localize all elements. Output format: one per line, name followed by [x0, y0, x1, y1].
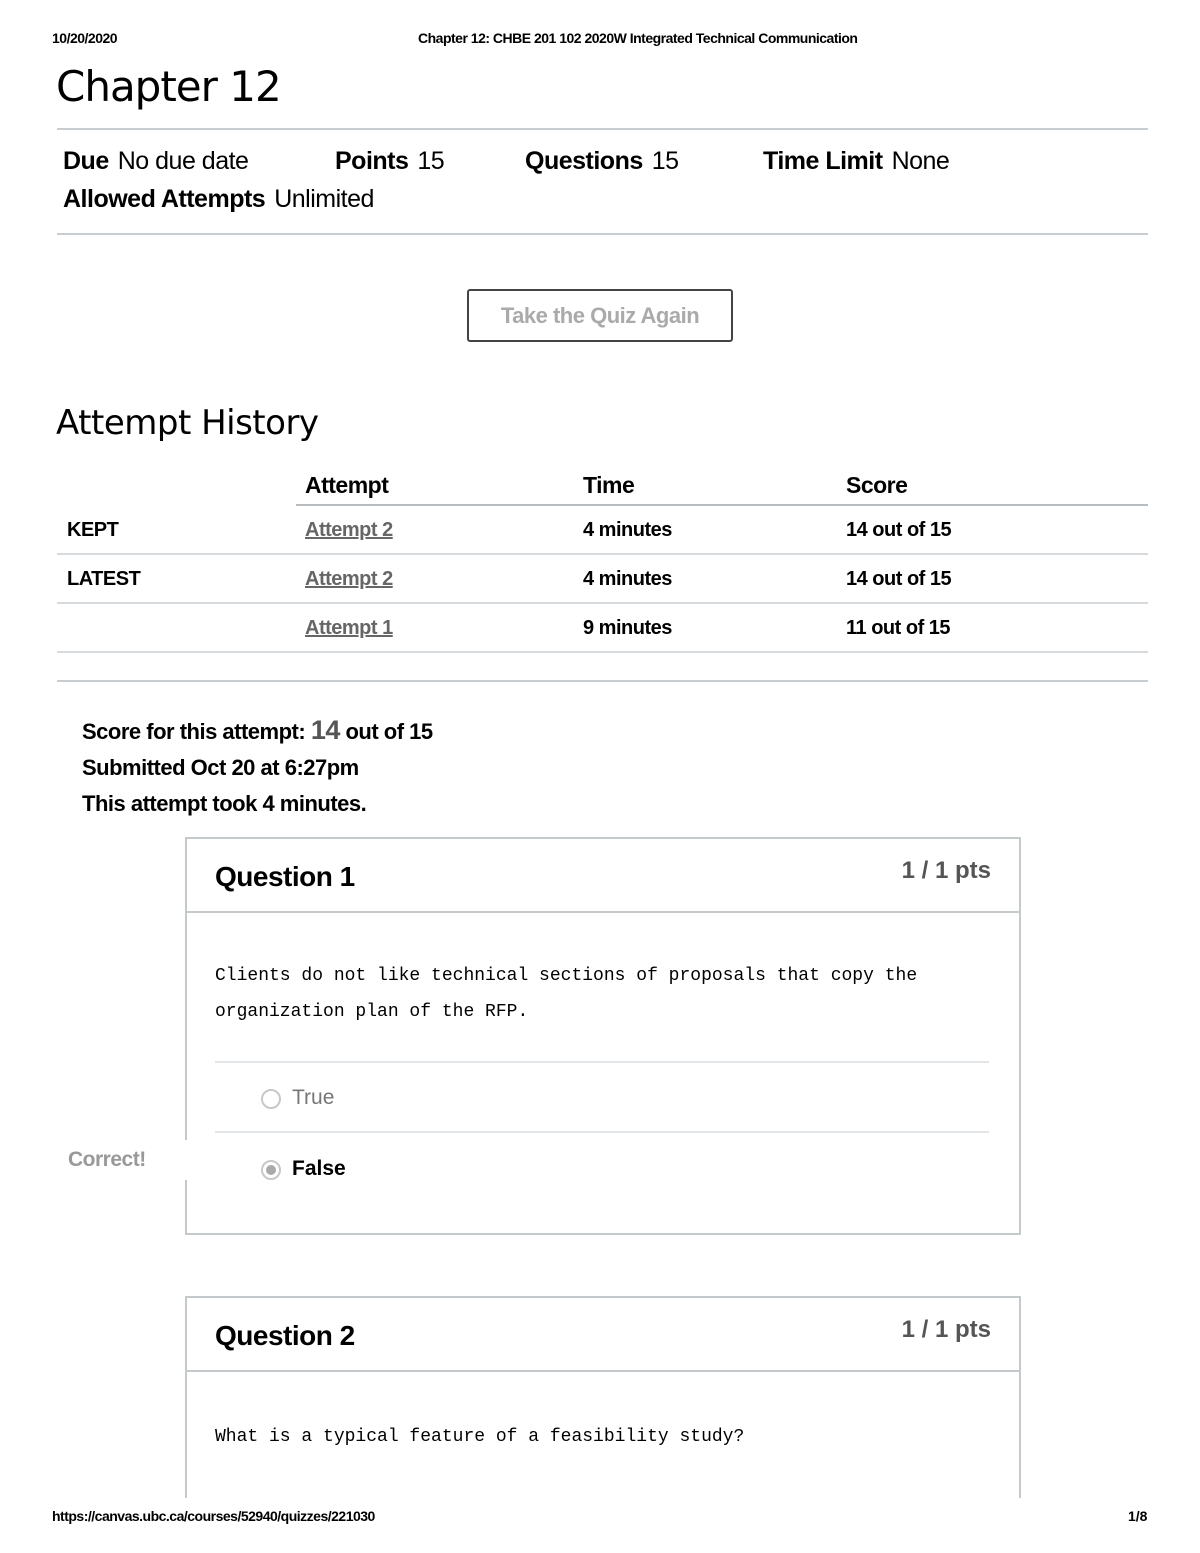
print-title: Chapter 12: CHBE 201 102 2020W Integrated Technical Communication — [418, 30, 858, 46]
meta-points-value: 15 — [417, 147, 445, 175]
meta-questions-label: Questions — [525, 147, 643, 175]
attempt-score-line — [82, 712, 433, 750]
score-suffix: out of 15 — [339, 719, 433, 744]
attempt-score: 14 out of 15 — [846, 568, 952, 590]
meta-due — [63, 147, 248, 176]
meta-questions — [525, 147, 679, 176]
attempt-history-heading: Attempt History — [56, 403, 319, 443]
print-url: https://canvas.ubc.ca/courses/52940/quizzes/221030 — [52, 1508, 375, 1524]
score-prefix: Score for this attempt: — [82, 719, 311, 744]
attempt-tag: LATEST — [67, 568, 141, 590]
meta-points-label: Points — [335, 147, 409, 175]
option-label-true: True — [292, 1086, 335, 1109]
divider — [57, 233, 1148, 235]
option-divider — [215, 1061, 989, 1063]
table-row — [57, 555, 1148, 604]
question-title: Question 2 — [215, 1320, 355, 1351]
attempt-score: 14 out of 15 — [846, 519, 952, 541]
radio-false[interactable] — [261, 1160, 281, 1180]
attempt-tag: KEPT — [67, 519, 119, 541]
meta-time-limit-value: None — [891, 147, 950, 175]
divider — [57, 680, 1148, 682]
option-divider — [215, 1131, 989, 1133]
page-title: Chapter 12 — [56, 62, 281, 111]
meta-time-limit — [763, 147, 949, 176]
attempt-time: 9 minutes — [583, 617, 672, 639]
table-row — [57, 604, 1148, 653]
attempt-summary — [82, 712, 433, 822]
score-value: 14 — [310, 715, 340, 745]
table-header — [296, 470, 1148, 506]
meta-time-limit-label: Time Limit — [763, 147, 883, 175]
print-date: 10/20/2020 — [52, 30, 118, 46]
attempt-link[interactable]: Attempt 2 — [305, 568, 393, 590]
attempt-time: 4 minutes — [583, 568, 672, 590]
attempt-time: 4 minutes — [583, 519, 672, 541]
attempt-duration: This attempt took 4 minutes. — [82, 791, 367, 816]
meta-due-value: No due date — [117, 147, 249, 175]
question-card — [185, 1296, 1021, 1518]
meta-attempts — [63, 185, 374, 214]
meta-attempts-value: Unlimited — [274, 185, 374, 213]
take-quiz-again-button[interactable]: Take the Quiz Again — [467, 289, 733, 342]
print-page-number: 1/8 — [1128, 1508, 1148, 1524]
question-header — [187, 1298, 1019, 1372]
question-points: 1 / 1 pts — [901, 857, 991, 884]
option-label-false: False — [292, 1157, 346, 1180]
question-title: Question 1 — [215, 861, 355, 892]
attempt-link[interactable]: Attempt 1 — [305, 617, 393, 639]
meta-points — [335, 147, 444, 176]
meta-due-label: Due — [63, 147, 109, 175]
divider — [57, 128, 1148, 130]
attempt-history-table — [57, 470, 1148, 653]
question-header — [187, 839, 1019, 913]
question-card — [185, 837, 1021, 1235]
attempt-link[interactable]: Attempt 2 — [305, 519, 393, 541]
table-row — [57, 506, 1148, 555]
question-points: 1 / 1 pts — [901, 1316, 991, 1343]
attempt-score: 11 out of 15 — [846, 617, 951, 639]
correct-answer-flag: Correct! — [56, 1140, 196, 1180]
page-bottom-mask — [0, 1498, 1200, 1553]
meta-questions-value: 15 — [651, 147, 679, 175]
radio-true[interactable] — [261, 1089, 281, 1109]
question-text: What is a typical feature of a feasibility study? — [215, 1427, 745, 1447]
question-text: Clients do not like technical sections of proposals that copy the organization plan of the RFP. — [215, 966, 918, 1022]
submitted-time: Submitted Oct 20 at 6:27pm — [82, 755, 359, 780]
column-header-score: Score — [846, 472, 908, 498]
meta-attempts-label: Allowed Attempts — [63, 185, 266, 213]
column-header-attempt: Attempt — [305, 472, 389, 498]
column-header-time: Time — [583, 472, 635, 498]
